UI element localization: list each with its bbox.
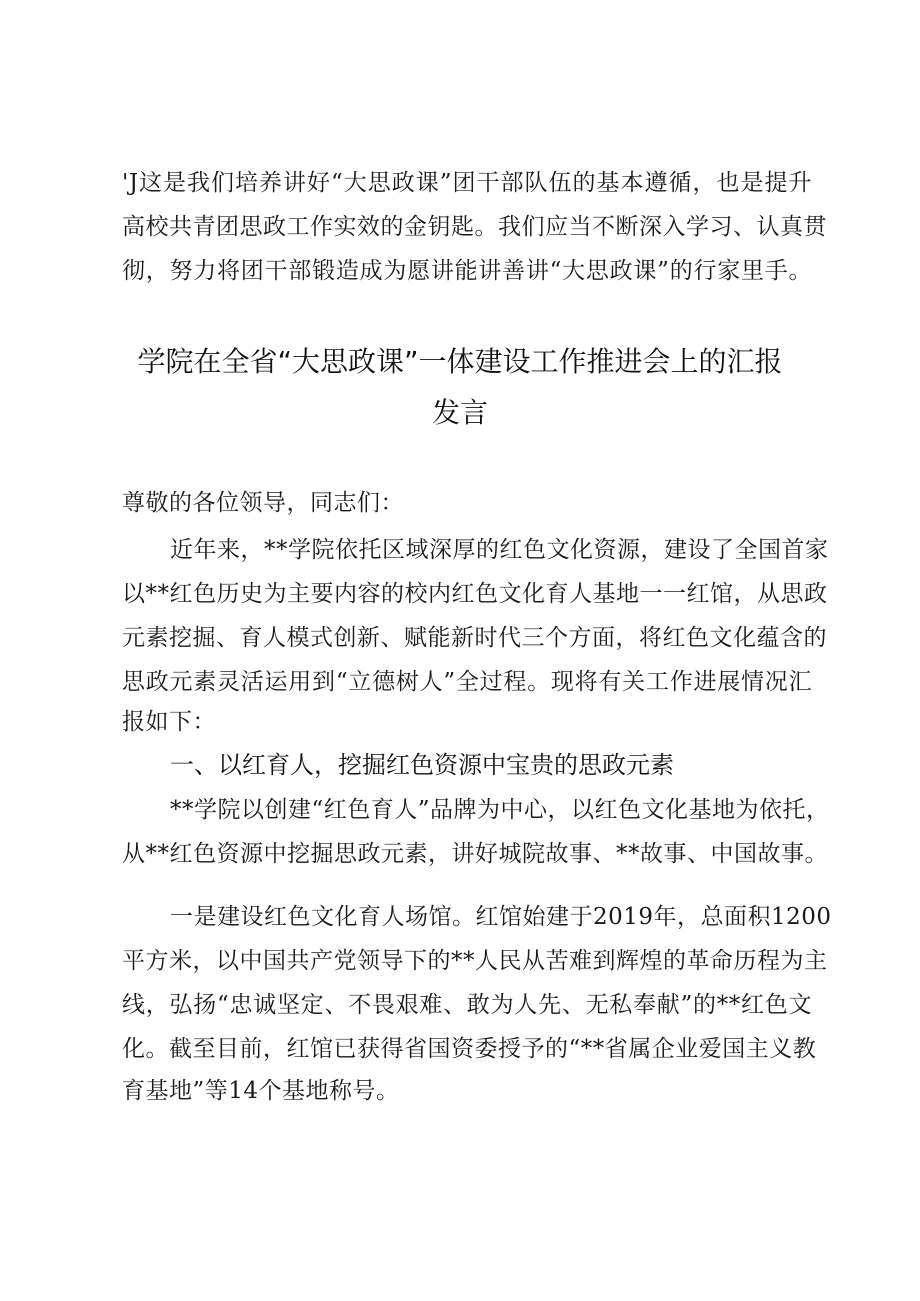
document-title-line-2: 发言 (431, 396, 488, 429)
para3-line-2: 平方米，以中国共产党领导下的**人民从苦难到辉煌的革命历程为主 (122, 948, 828, 974)
para1-line-1: 近年来，**学院依托区域深厚的红色文化资源，建设了全国首家 (170, 537, 829, 563)
section-heading-1: 一、以红育人，挖掘红色资源中宝贵的思政元素 (170, 751, 674, 779)
para1-line-2: 以**红色历史为主要内容的校内红色文化育人基地一一红馆，从思政 (122, 581, 828, 607)
document-title-line-1: 学院在全省“大思政课”一体建设工作推进会上的汇报 (137, 345, 783, 378)
para1-line-5: 报如下： (122, 709, 216, 735)
salutation: 尊敬的各位领导，同志们： (122, 490, 404, 516)
para1-line-3: 元素挖掘、育人模式创新、赋能新时代三个方面，将红色文化蕴含的 (122, 625, 827, 651)
intro-line-1: 'J这是我们培养讲好“大思政课”团干部队伍的基本遵循，也是提升 (122, 170, 812, 196)
intro-line-3: 彻，努力将团干部锻造成为愿讲能讲善讲“大思政课”的行家里手。 (122, 258, 812, 284)
para1-line-4: 思政元素灵活运用到“立德树人”全过程。现将有关工作进展情况汇 (122, 669, 812, 695)
para2-line-2: 从**红色资源中挖掘思政元素，讲好城院故事、**故事、中国故事。 (122, 841, 828, 867)
intro-line-2: 高校共青团思政工作实效的金钥匙。我们应当不断深入学习、认真贯 (122, 214, 827, 240)
para3-line-1: 一是建设红色文化育人场馆。红馆始建于2019年，总面积1200 (170, 904, 832, 930)
para3-line-5: 育基地”等14个基地称号。 (122, 1078, 400, 1104)
para3-line-3: 线，弘扬“忠诚坚定、不畏艰难、敢为人先、无私奉献”的**红色文 (122, 992, 812, 1018)
para3-line-4: 化。截至目前，红馆已获得省国资委授予的“**省属企业爱国主义教 (122, 1036, 817, 1062)
para2-line-1: **学院以创建“红色育人”品牌为中心，以红色文化基地为依托， (170, 797, 830, 823)
